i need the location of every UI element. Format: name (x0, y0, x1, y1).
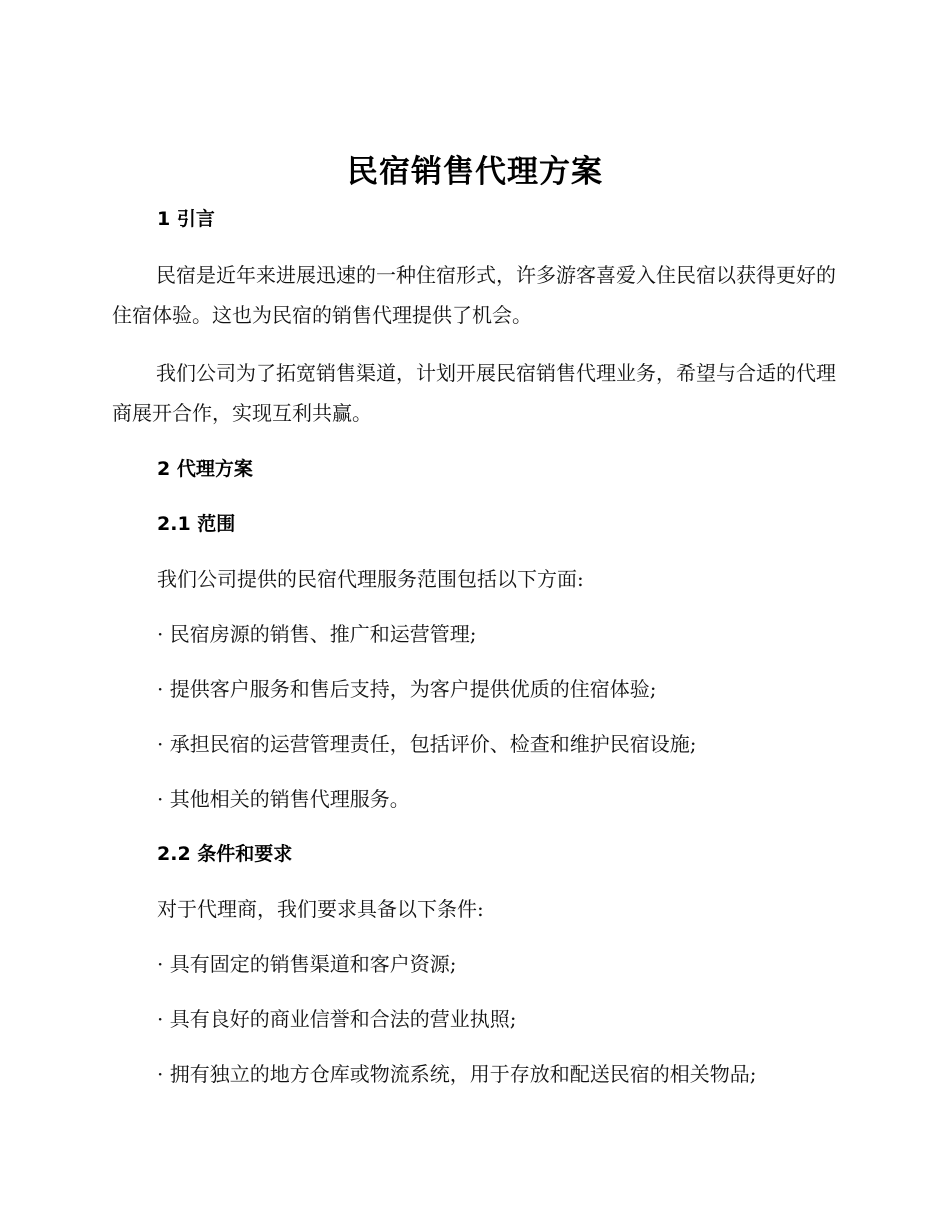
scope-intro: 我们公司提供的民宿代理服务范围包括以下方面: (157, 567, 584, 591)
list-item: · 拥有独立的地方仓库或物流系统，用于存放和配送民宿的相关物品; (157, 1062, 757, 1086)
subsection-heading-scope: 2.1 范围 (157, 513, 236, 535)
paragraph: 民宿是近年来进展迅速的一种住宿形式，许多游客喜爱入住民宿以获得更好的住宿体验。这也为民宿的销售代理提供了机会。 (112, 263, 836, 327)
paragraph: 我们公司为了拓宽销售渠道，计划开展民宿销售代理业务，希望与合适的代理商展开合作，实现互利共赢。 (112, 361, 836, 425)
conditions-intro: 对于代理商，我们要求具备以下条件: (157, 897, 484, 921)
list-item: · 具有良好的商业信誉和合法的营业执照; (157, 1007, 517, 1031)
section-heading-introduction: 1 引言 (157, 208, 215, 230)
section-heading-agency-plan: 2 代理方案 (157, 458, 253, 480)
list-item: · 民宿房源的销售、推广和运营管理; (157, 622, 477, 646)
list-item: · 提供客户服务和售后支持，为客户提供优质的住宿体验; (157, 677, 657, 701)
list-item: · 承担民宿的运营管理责任，包括评价、检查和维护民宿设施; (157, 732, 697, 756)
list-item: · 具有固定的销售渠道和客户资源; (157, 952, 457, 976)
subsection-heading-conditions: 2.2 条件和要求 (157, 843, 293, 865)
list-item: · 其他相关的销售代理服务。 (157, 787, 410, 811)
document-title: 民宿销售代理方案 (347, 154, 603, 190)
